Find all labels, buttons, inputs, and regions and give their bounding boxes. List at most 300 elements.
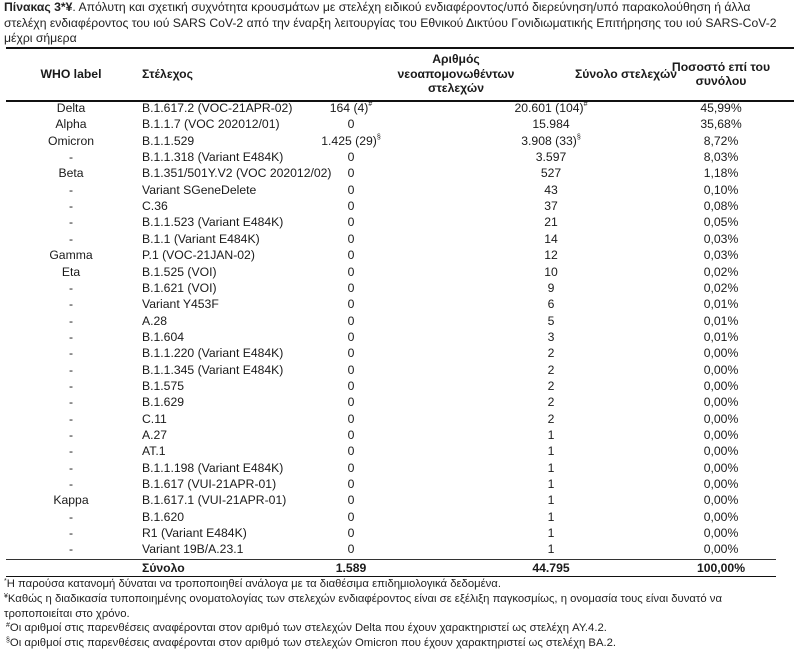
who-label-cell xyxy=(6,443,136,459)
percent-cell xyxy=(646,509,796,525)
who-label-cell xyxy=(6,165,136,181)
isolated-cell-value: 0 xyxy=(347,477,355,492)
strain-cell-value: P.1 (VOC-21JAN-02) xyxy=(142,248,255,263)
percent-cell-value: 0,02% xyxy=(703,264,739,279)
footnote-marker: # xyxy=(583,101,588,108)
who-label-cell-value: - xyxy=(68,231,74,246)
header-isolated: Αριθμός νεοαπομονωθέντων στελεχών xyxy=(397,52,515,96)
percent-cell xyxy=(646,411,796,427)
table-row xyxy=(6,100,794,116)
isolated-cell xyxy=(296,394,406,410)
table-row xyxy=(6,492,794,508)
isolated-cell-value: 0 xyxy=(347,199,355,214)
who-label-cell-value: - xyxy=(68,477,74,492)
strain-cell-value: C.11 xyxy=(142,411,167,426)
percent-cell-value: 0,00% xyxy=(703,477,739,492)
table-row xyxy=(6,165,794,181)
footnote-text: Οι αριθμοί στις παρενθέσεις αναφέρονται στον αριθμό των στελεχών Omicron που έχουν χαρακτηριστεί ως στελέχη BA.2. xyxy=(9,637,617,650)
total-cell-value: 2 xyxy=(547,362,555,377)
table-header xyxy=(6,47,794,102)
who-label-cell-value: - xyxy=(68,460,74,475)
isolated-cell xyxy=(296,116,406,132)
percent-cell xyxy=(646,100,796,116)
total-cell-value: 2 xyxy=(547,395,555,410)
who-label-cell xyxy=(6,100,136,116)
footnote-marker: § xyxy=(6,637,10,645)
percent-cell xyxy=(646,313,796,329)
strain-cell xyxy=(142,198,168,214)
percent-cell xyxy=(646,116,796,132)
who-label-cell-value: - xyxy=(68,509,74,524)
who-label-cell-value: - xyxy=(68,329,74,344)
who-label-cell xyxy=(6,313,136,329)
percent-cell-value: 8,03% xyxy=(703,150,739,165)
percent-cell-value: 0,00% xyxy=(703,444,739,459)
strain-cell-value: B.1.617 (VUI-21APR-01) xyxy=(142,477,277,492)
footnote xyxy=(4,607,794,622)
total-cell xyxy=(456,541,646,557)
strain-cell-value: B.1.575 xyxy=(142,378,185,393)
percent-cell-value: 0,00% xyxy=(703,526,739,541)
strain-cell-value: Variant 19B/A.23.1 xyxy=(142,542,244,557)
strain-cell xyxy=(142,509,184,525)
percent-cell xyxy=(646,378,796,394)
total-cell-value: 1 xyxy=(547,477,555,492)
table-row xyxy=(6,460,794,476)
total-cell xyxy=(456,214,646,230)
percent-cell-value: 0,01% xyxy=(703,297,739,312)
footnote-text: τροποποιείται στο χρόνο. xyxy=(4,607,130,620)
total-cell xyxy=(456,492,646,508)
percent-cell xyxy=(646,541,796,557)
strain-cell-value: B.1.525 (VOI) xyxy=(142,264,217,279)
strain-cell xyxy=(142,264,217,280)
who-label-cell-value: - xyxy=(68,395,74,410)
percent-cell-value: 0,00% xyxy=(703,362,739,377)
strain-cell-value: B.1.604 xyxy=(142,329,185,344)
total-cell-value: 43 xyxy=(544,182,558,197)
total-cell-value: 1 xyxy=(547,526,555,541)
total-cell xyxy=(456,476,646,492)
percent-cell-value: 0,01% xyxy=(703,329,739,344)
isolated-cell xyxy=(296,378,406,394)
table-row xyxy=(6,296,794,312)
who-label-cell-value: Beta xyxy=(58,166,84,181)
header-who-label: WHO label xyxy=(40,66,102,81)
strain-cell-value: B.1.617.2 (VOC-21APR-02) xyxy=(142,101,293,115)
strain-cell-value: A.27 xyxy=(142,428,168,442)
sum-total: 44.795 xyxy=(532,560,570,575)
strain-cell-value: Variant SGeneDelete xyxy=(142,182,257,197)
percent-cell xyxy=(646,280,796,296)
strain-cell xyxy=(142,100,292,116)
total-cell xyxy=(456,394,646,410)
isolated-cell xyxy=(296,329,406,345)
who-label-cell-value: Gamma xyxy=(49,248,93,263)
strain-cell xyxy=(142,313,167,329)
who-label-cell-value: Eta xyxy=(61,264,81,279)
strain-cell xyxy=(142,149,283,165)
isolated-cell xyxy=(296,313,406,329)
who-label-cell xyxy=(6,149,136,165)
who-label-cell-value: Kappa xyxy=(53,493,89,508)
total-cell xyxy=(456,313,646,329)
isolated-cell-value: 0 xyxy=(347,395,355,410)
total-cell xyxy=(456,460,646,476)
isolated-cell xyxy=(296,345,406,361)
strain-cell-value: C.36 xyxy=(142,199,168,214)
strain-cell-value: B.1.621 (VOI) xyxy=(142,280,217,295)
isolated-cell xyxy=(296,214,406,230)
total-cell xyxy=(456,411,646,427)
who-label-cell xyxy=(6,296,136,312)
total-cell-value: 15.984 xyxy=(532,117,570,132)
isolated-cell xyxy=(296,443,406,459)
total-cell-value: 527 xyxy=(540,166,562,181)
header-strain: Στέλεχος xyxy=(142,66,193,81)
isolated-cell-value: 0 xyxy=(347,297,355,312)
total-cell xyxy=(456,443,646,459)
percent-cell-value: 0,00% xyxy=(703,378,739,393)
sum-label: Σύνολο xyxy=(142,560,185,575)
table-row xyxy=(6,313,794,329)
who-label-cell-value: - xyxy=(68,378,74,393)
table-row xyxy=(6,378,794,394)
footnote-marker: § xyxy=(576,133,581,141)
isolated-cell xyxy=(296,280,406,296)
table-row xyxy=(6,198,794,214)
who-label-cell-value: - xyxy=(68,362,74,377)
who-label-cell xyxy=(6,214,136,230)
table-sum-row xyxy=(6,559,776,577)
percent-cell-value: 0,02% xyxy=(703,280,739,295)
percent-cell-value: 0,00% xyxy=(703,493,739,508)
isolated-cell xyxy=(296,427,406,443)
total-cell-value: 3.908 (33) xyxy=(521,133,577,148)
strain-cell xyxy=(142,231,260,247)
total-cell xyxy=(456,509,646,525)
isolated-cell-value: 1.425 (29) xyxy=(321,133,377,148)
total-cell xyxy=(456,362,646,378)
isolated-cell-value: 0 xyxy=(347,166,355,181)
total-cell-value: 5 xyxy=(547,313,555,328)
total-cell xyxy=(456,264,646,280)
table-row xyxy=(6,345,794,361)
percent-cell-value: 0,10% xyxy=(703,182,739,197)
strain-cell-value: B.1.620 xyxy=(142,509,185,524)
who-label-cell xyxy=(6,541,136,557)
strain-cell xyxy=(142,362,283,378)
who-label-cell xyxy=(6,264,136,280)
total-cell xyxy=(456,149,646,165)
percent-cell xyxy=(646,133,796,149)
percent-cell xyxy=(646,182,796,198)
total-cell-value: 20.601 (104) xyxy=(514,101,584,115)
isolated-cell-value: 0 xyxy=(347,313,355,328)
isolated-cell-value: 0 xyxy=(347,509,355,524)
strain-cell-value: AT.1 xyxy=(142,444,166,459)
total-cell-value: 1 xyxy=(547,460,555,475)
strain-cell xyxy=(142,443,165,459)
who-label-cell-value: - xyxy=(68,542,74,557)
who-label-cell xyxy=(6,411,136,427)
isolated-cell xyxy=(296,362,406,378)
isolated-cell-value: 0 xyxy=(347,264,355,279)
strain-cell-value: Variant Y453F xyxy=(142,297,219,312)
who-label-cell-value: - xyxy=(68,150,74,165)
percent-cell xyxy=(646,394,796,410)
isolated-cell-value: 0 xyxy=(347,493,355,508)
strain-cell xyxy=(142,296,219,312)
isolated-cell xyxy=(296,247,406,263)
isolated-cell-value: 0 xyxy=(347,150,355,165)
isolated-cell-value: 0 xyxy=(347,460,355,475)
who-label-cell-value: - xyxy=(68,280,74,295)
who-label-cell xyxy=(6,133,136,149)
isolated-cell xyxy=(296,411,406,427)
isolated-cell xyxy=(296,492,406,508)
who-label-cell xyxy=(6,362,136,378)
footnote xyxy=(4,636,794,651)
table-row xyxy=(6,427,794,443)
strain-cell xyxy=(142,133,194,149)
table-row xyxy=(6,443,794,459)
percent-cell xyxy=(646,231,796,247)
total-cell-value: 2 xyxy=(547,346,555,361)
isolated-cell xyxy=(296,296,406,312)
who-label-cell xyxy=(6,476,136,492)
isolated-cell-value: 0 xyxy=(347,182,355,197)
isolated-cell-value: 0 xyxy=(347,117,355,132)
percent-cell-value: 0,08% xyxy=(703,199,739,214)
total-cell-value: 6 xyxy=(547,297,555,312)
footnote-text: Οι αριθμοί στις παρενθέσεις αναφέρονται στον αριθμό των στελεχών Delta που έχουν χαρακτηριστεί ως στελέχη AY.4.2. xyxy=(9,622,607,635)
percent-cell-value: 0,00% xyxy=(703,542,739,557)
table-row xyxy=(6,133,794,149)
strain-cell xyxy=(142,460,283,476)
total-cell xyxy=(456,165,646,181)
strain-cell xyxy=(142,247,255,263)
strain-cell-value: B.1.1.220 (Variant E484K) xyxy=(142,346,284,361)
total-cell-value: 14 xyxy=(544,231,558,246)
who-label-cell xyxy=(6,427,136,443)
footnote-text: Καθώς η διαδικασία τυποποιημένης ονοματολογίας των στελεχών ενδιαφέροντος είναι σε εξέλιξη παγκοσμίως, η ονομασία τους είναι δυνατό να xyxy=(7,592,722,605)
header-percent: Ποσοστό επί του συνόλου xyxy=(671,59,771,88)
total-cell-value: 3.597 xyxy=(535,150,567,165)
table-row xyxy=(6,394,794,410)
sum-percent: 100,00% xyxy=(696,560,746,575)
total-cell xyxy=(456,427,646,443)
strain-cell xyxy=(142,182,256,198)
percent-cell xyxy=(646,362,796,378)
strain-cell-value: B.1.1.523 (Variant E484K) xyxy=(142,215,284,230)
strain-cell xyxy=(142,476,276,492)
who-label-cell xyxy=(6,394,136,410)
table-row xyxy=(6,476,794,492)
who-label-cell-value: - xyxy=(68,526,74,541)
percent-cell-value: 0,03% xyxy=(703,231,739,246)
isolated-cell-value: 0 xyxy=(347,526,355,541)
table-row xyxy=(6,329,794,345)
percent-cell-value: 0,00% xyxy=(703,428,739,442)
who-label-cell xyxy=(6,231,136,247)
table-row xyxy=(6,149,794,165)
who-label-cell-value: - xyxy=(68,346,74,361)
total-cell-value: 9 xyxy=(547,280,555,295)
isolated-cell-value: 164 (4) xyxy=(329,101,369,115)
footnote-text: Η παρούσα κατανομή δύναται να τροποποιηθεί ανάλογα με τα διαθέσιμα επιδημιολογικά δεδομένα. xyxy=(6,578,501,590)
footnote-marker: # xyxy=(6,622,10,630)
isolated-cell-value: 0 xyxy=(347,215,355,230)
header-total: Σύνολο στελεχών xyxy=(574,66,678,81)
isolated-cell xyxy=(296,264,406,280)
who-label-cell-value: Omicron xyxy=(47,133,95,148)
who-label-cell-value: - xyxy=(68,297,74,312)
percent-cell xyxy=(646,492,796,508)
who-label-cell xyxy=(6,492,136,508)
percent-cell xyxy=(646,427,796,443)
table-row xyxy=(6,182,794,198)
footnote-marker: # xyxy=(368,101,373,108)
footnote xyxy=(4,621,794,636)
strain-cell xyxy=(142,492,286,508)
table-row xyxy=(6,116,794,132)
total-cell xyxy=(456,182,646,198)
strain-cell xyxy=(142,280,217,296)
strain-cell-value: B.1.629 xyxy=(142,395,185,410)
who-label-cell xyxy=(6,460,136,476)
strain-cell-value: R1 (Variant E484K) xyxy=(142,526,247,541)
isolated-cell-value: 0 xyxy=(347,444,355,459)
isolated-cell-value: 0 xyxy=(347,542,355,557)
isolated-cell xyxy=(296,509,406,525)
isolated-cell xyxy=(296,149,406,165)
total-cell-value: 21 xyxy=(544,215,558,230)
strain-cell-value: B.1.351/501Y.V2 (VOC 202012/02) xyxy=(142,166,332,181)
who-label-cell xyxy=(6,329,136,345)
isolated-cell xyxy=(296,165,406,181)
percent-cell xyxy=(646,198,796,214)
who-label-cell-value: - xyxy=(68,182,74,197)
footnote-marker: § xyxy=(376,133,381,141)
isolated-cell xyxy=(296,198,406,214)
strain-cell-value: A.28 xyxy=(142,313,168,328)
total-cell-value: 1 xyxy=(547,542,555,557)
percent-cell-value: 0,00% xyxy=(703,509,739,524)
table-row xyxy=(6,362,794,378)
isolated-cell-value: 0 xyxy=(347,411,355,426)
percent-cell-value: 0,00% xyxy=(703,395,739,410)
percent-cell-value: 45,99% xyxy=(700,101,742,115)
who-label-cell-value: - xyxy=(68,199,74,214)
total-cell-value: 1 xyxy=(547,493,555,508)
percent-cell-value: 0,00% xyxy=(703,411,739,426)
who-label-cell-value: - xyxy=(68,411,74,426)
table-row xyxy=(6,264,794,280)
who-label-cell-value: - xyxy=(68,428,74,442)
percent-cell xyxy=(646,525,796,541)
sum-isolated: 1.589 xyxy=(335,560,367,575)
footnote-marker: ¥ xyxy=(4,592,8,600)
strain-cell xyxy=(142,427,167,443)
isolated-cell xyxy=(296,460,406,476)
caption-text: . Απόλυτη και σχετική συχνότητα κρουσμάτων με στελέχη ειδικού ενδιαφέροντος/υπό διερεύνηση/υπό παρακολούθηση ή άλλα στελέχη ενδιαφέροντος του ιού SARS CoV-2 από την έναρξη λειτουργίας του Εθνικού Δικτύου Γονιδιωματικής Επιτήρησης του ιού SARS-CoV-2 μέχρι σήμερα xyxy=(4,0,777,45)
total-cell-value: 37 xyxy=(544,199,558,214)
percent-cell-value: 0,01% xyxy=(703,313,739,328)
percent-cell-value: 1,18% xyxy=(703,166,739,181)
total-cell xyxy=(456,231,646,247)
total-cell xyxy=(456,378,646,394)
percent-cell-value: 0,03% xyxy=(703,248,739,263)
total-cell-value: 1 xyxy=(547,444,555,459)
percent-cell xyxy=(646,460,796,476)
table-row xyxy=(6,525,794,541)
percent-cell xyxy=(646,165,796,181)
total-cell-value: 12 xyxy=(544,248,558,263)
table-row xyxy=(6,541,794,557)
table-row xyxy=(6,411,794,427)
total-cell-value: 3 xyxy=(547,329,555,344)
total-cell xyxy=(456,280,646,296)
isolated-cell xyxy=(296,182,406,198)
percent-cell xyxy=(646,214,796,230)
strain-cell-value: B.1.1.529 xyxy=(142,133,195,148)
percent-cell-value: 0,05% xyxy=(703,215,739,230)
percent-cell-value: 35,68% xyxy=(700,117,742,132)
footnote xyxy=(4,577,794,592)
total-cell-value: 2 xyxy=(547,378,555,393)
who-label-cell xyxy=(6,116,136,132)
isolated-cell-value: 0 xyxy=(347,280,355,295)
total-cell-value: 1 xyxy=(547,509,555,524)
total-cell-value: 10 xyxy=(544,264,558,279)
strain-cell xyxy=(142,329,184,345)
isolated-cell xyxy=(296,541,406,557)
percent-cell xyxy=(646,264,796,280)
who-label-cell xyxy=(6,378,136,394)
who-label-cell xyxy=(6,280,136,296)
strain-cell xyxy=(142,378,184,394)
percent-cell xyxy=(646,443,796,459)
percent-cell-value: 0,00% xyxy=(703,346,739,361)
who-label-cell xyxy=(6,345,136,361)
total-cell xyxy=(456,296,646,312)
who-label-cell-value: Delta xyxy=(56,101,86,115)
footnote-marker: * xyxy=(4,578,7,585)
table-row xyxy=(6,509,794,525)
isolated-cell-value: 0 xyxy=(347,362,355,377)
who-label-cell xyxy=(6,198,136,214)
strain-cell-value: B.1.1.318 (Variant E484K) xyxy=(142,150,284,165)
isolated-cell-value: 0 xyxy=(347,248,355,263)
table-row xyxy=(6,214,794,230)
who-label-cell xyxy=(6,509,136,525)
isolated-cell-value: 0 xyxy=(347,346,355,361)
total-cell xyxy=(456,345,646,361)
strain-cell xyxy=(142,541,243,557)
isolated-cell-value: 0 xyxy=(347,428,355,442)
isolated-cell-value: 0 xyxy=(347,378,355,393)
who-label-cell xyxy=(6,525,136,541)
strain-cell-value: B.1.617.1 (VUI-21APR-01) xyxy=(142,493,287,508)
table-caption xyxy=(4,0,794,47)
total-cell-value: 2 xyxy=(547,411,555,426)
total-cell xyxy=(456,329,646,345)
isolated-cell xyxy=(296,133,406,149)
who-label-cell-value: - xyxy=(68,444,74,459)
percent-cell xyxy=(646,247,796,263)
strain-cell xyxy=(142,116,280,132)
